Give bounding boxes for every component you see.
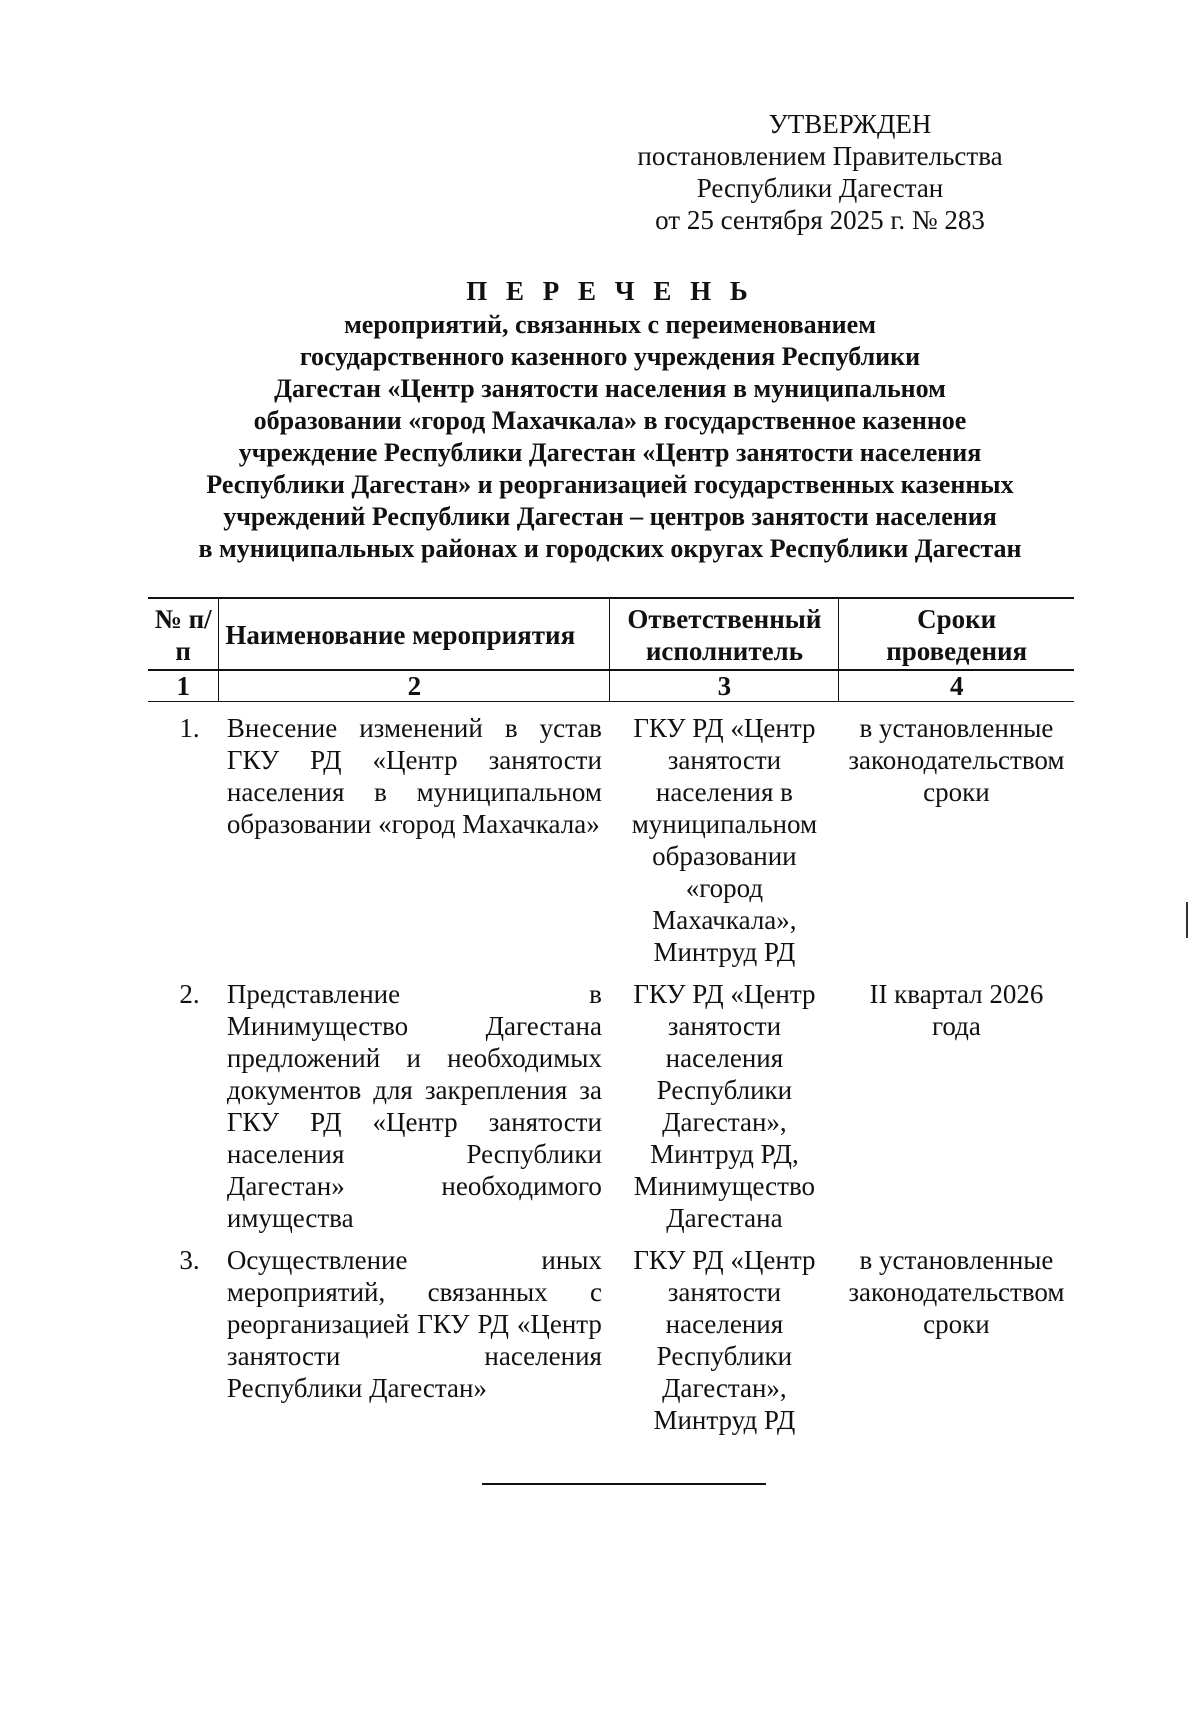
row-term: II квартал 2026 года: [869, 979, 1044, 1041]
row-activity: Осуществление иных мероприятий, связанных с реорганизацией ГКУ РД «Центр занятости населения Республики Дагестан»: [226, 1245, 602, 1403]
scan-margin-mark: [1186, 902, 1188, 938]
row-number: [148, 1234, 219, 1494]
column-number: 4: [839, 670, 1074, 702]
table-row: [148, 1234, 1074, 1494]
subtitle-line: мероприятий, связанных с переименованием: [344, 310, 876, 339]
row-activity: Представление в Минимущество Дагестана предложений и необходимых документов для закрепления за ГКУ РД «Центр занятости населения Республики Дагестан» необходимого имущества: [226, 979, 602, 1233]
row-term: в установленные законодательством сроки: [848, 713, 1065, 807]
row-number: [148, 968, 219, 1234]
approval-title: УТВЕРЖДЕН: [768, 109, 932, 139]
subtitle-line: Республики Дагестан» и реорганизацией государственных казенных: [206, 470, 1014, 499]
row-term: в установленные законодательством сроки: [848, 1245, 1065, 1339]
subtitle-line: Дагестан «Центр занятости населения в муниципальном: [274, 374, 946, 403]
table-header-row: [148, 598, 1074, 670]
subtitle-line: государственного казенного учреждения Республики: [299, 342, 921, 371]
column-number: 2: [219, 670, 610, 702]
row-executor: ГКУ РД «Центр занятости населения в муниципальном образовании «город Махачкала», Минтруд РД: [631, 713, 818, 967]
approval-line-decree: постановлением Правительства: [637, 141, 1003, 171]
approval-stamp: [600, 108, 1040, 236]
header-executor: Ответственный исполнитель: [610, 598, 839, 670]
column-number: 3: [610, 670, 839, 702]
row-number-text: 1.: [179, 713, 200, 743]
subtitle-line: учреждений Республики Дагестан – центров занятости населения: [223, 502, 997, 531]
header-name: Наименование мероприятия: [219, 598, 610, 670]
document-heading: П Е Р Е Ч Е Н Ь: [466, 276, 754, 306]
approval-line-republic: Республики Дагестан: [696, 173, 944, 203]
row-activity: Внесение изменений в устав ГКУ РД «Центр занятости населения в муниципальном образовании «город Махачкала»: [226, 713, 602, 839]
activities-table: [148, 597, 1074, 1494]
document-title: [150, 275, 1070, 565]
row-number-text: 3.: [179, 1245, 200, 1275]
row-number-text: 2.: [179, 979, 200, 1009]
end-divider: [482, 1483, 766, 1485]
document-subtitle: [150, 309, 1070, 565]
table-row: [148, 702, 1074, 969]
header-num: № п/п: [148, 598, 219, 670]
row-executor: ГКУ РД «Центр занятости населения Республики Дагестан», Минтруд РД: [633, 1245, 816, 1435]
column-number-row: [148, 670, 1074, 702]
row-executor: ГКУ РД «Центр занятости населения Республики Дагестан», Минтруд РД, Минимущество Дагестана: [633, 979, 816, 1233]
row-number: [148, 702, 219, 969]
column-number: 1: [148, 670, 219, 702]
table-row: [148, 968, 1074, 1234]
approval-line-date: от 25 сентября 2025 г. № 283: [655, 205, 985, 235]
subtitle-line: учреждение Республики Дагестан «Центр занятости населения: [238, 438, 982, 467]
subtitle-line: в муниципальных районах и городских округах Республики Дагестан: [198, 534, 1022, 563]
subtitle-line: образовании «город Махачкала» в государственное казенное: [253, 406, 967, 435]
header-term: Сроки проведения: [839, 598, 1074, 670]
